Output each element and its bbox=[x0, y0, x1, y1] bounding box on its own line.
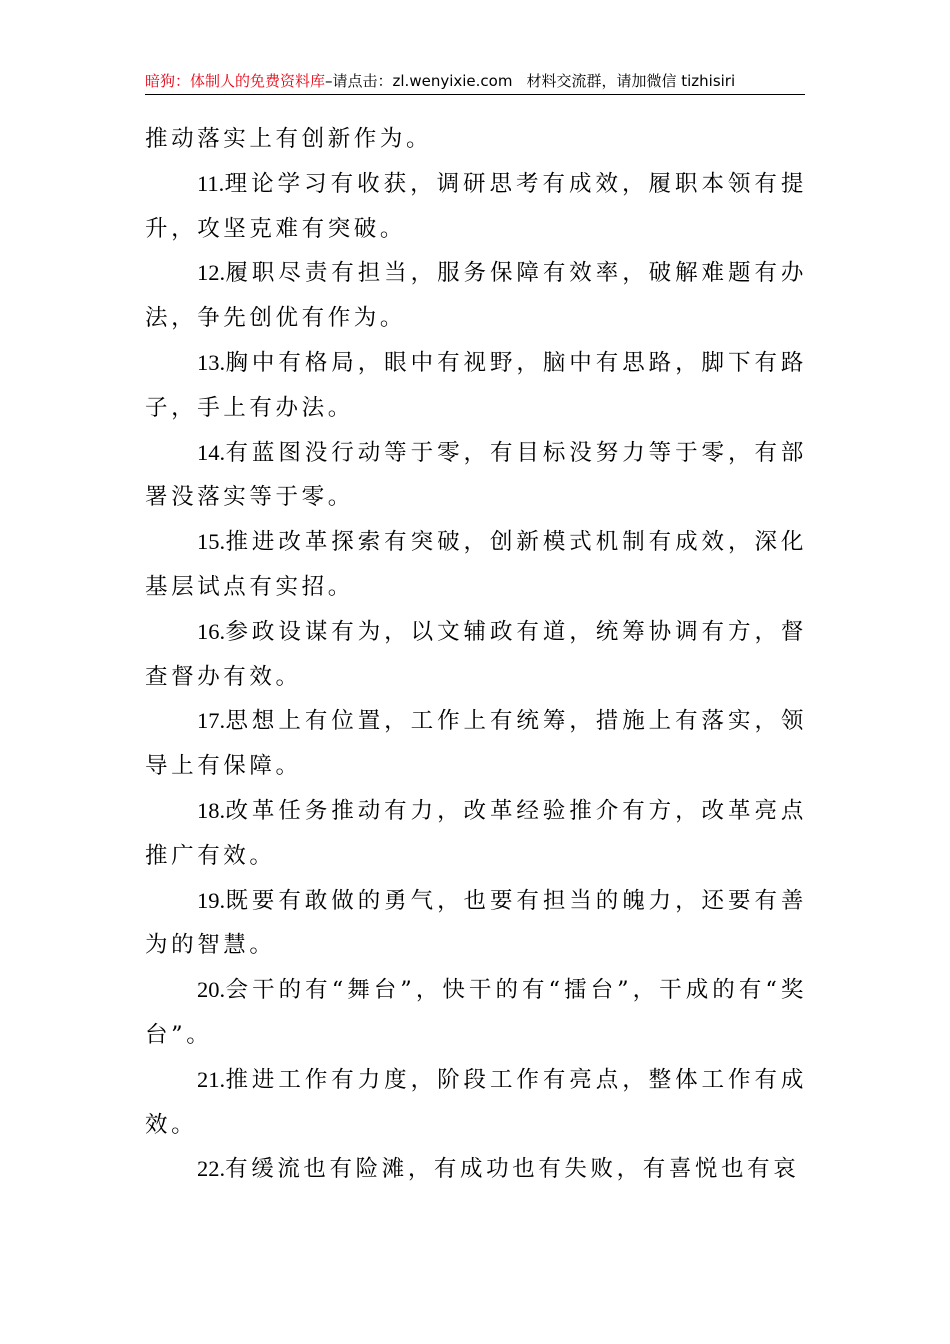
item-number: 15. bbox=[197, 529, 226, 555]
item-number: 12. bbox=[197, 260, 226, 286]
item-text: 有蓝图没行动等于零，有目标没努力等于零，有部署没落实等于零。 bbox=[145, 439, 807, 511]
list-item bbox=[145, 431, 807, 521]
document-body bbox=[145, 117, 807, 1192]
item-number: 18. bbox=[197, 797, 226, 823]
list-item bbox=[145, 251, 807, 341]
item-text: 改革任务推动有力，改革经验推介有方，改革亮点推广有效。 bbox=[145, 797, 807, 869]
item-text: 会干的有“舞台”，快干的有“擂台”，干成的有“奖台”。 bbox=[145, 977, 807, 1048]
list-item bbox=[145, 1147, 807, 1192]
continuation-paragraph: 推动落实上有创新作为。 bbox=[145, 126, 433, 152]
list-item bbox=[145, 879, 807, 969]
list-item bbox=[145, 610, 807, 700]
item-text: 推进工作有力度，阶段工作有亮点，整体工作有成效。 bbox=[145, 1066, 807, 1138]
item-number: 21. bbox=[197, 1066, 226, 1092]
item-number: 22. bbox=[197, 1156, 226, 1182]
page-header bbox=[145, 70, 805, 95]
list-item bbox=[145, 789, 807, 879]
list-item bbox=[145, 162, 807, 252]
wechat-note: 材料交流群，请加微信 tizhisiri bbox=[526, 72, 736, 90]
item-text: 参政设谋有为，以文辅政有道，统筹协调有方，督查督办有效。 bbox=[145, 618, 807, 690]
item-number: 11. bbox=[197, 170, 225, 196]
list-item bbox=[145, 968, 807, 1058]
item-number: 14. bbox=[197, 439, 226, 465]
list-item bbox=[145, 1058, 807, 1148]
item-number: 20. bbox=[197, 977, 226, 1003]
list-item bbox=[145, 520, 807, 610]
item-text: 有缓流也有险滩，有成功也有失败，有喜悦也有哀 bbox=[225, 1156, 800, 1183]
list-item bbox=[145, 699, 807, 789]
item-text: 推进改革探索有突破，创新模式机制有成效，深化基层试点有实招。 bbox=[145, 529, 807, 600]
item-number: 17. bbox=[197, 708, 226, 734]
item-text: 胸中有格局，眼中有视野，脑中有思路，脚下有路子，手上有办法。 bbox=[145, 349, 807, 421]
item-text: 理论学习有收获，调研思考有成效，履职本领有提升，攻坚克难有突破。 bbox=[145, 170, 807, 242]
list-item bbox=[145, 341, 807, 431]
item-text: 既要有敢做的勇气，也要有担当的魄力，还要有善为的智慧。 bbox=[145, 887, 807, 959]
item-text: 履职尽责有担当，服务保障有效率，破解难题有办法，争先创优有作为。 bbox=[145, 260, 807, 332]
item-number: 13. bbox=[197, 349, 226, 375]
site-name: 暗狗：体制人的免费资料库 bbox=[145, 72, 326, 90]
item-number: 19. bbox=[197, 887, 226, 913]
site-link[interactable]: –请点击：zl.wenyixie.com bbox=[325, 72, 513, 90]
item-number: 16. bbox=[197, 618, 226, 644]
item-text: 思想上有位置，工作上有统筹，措施上有落实，领导上有保障。 bbox=[145, 708, 807, 780]
